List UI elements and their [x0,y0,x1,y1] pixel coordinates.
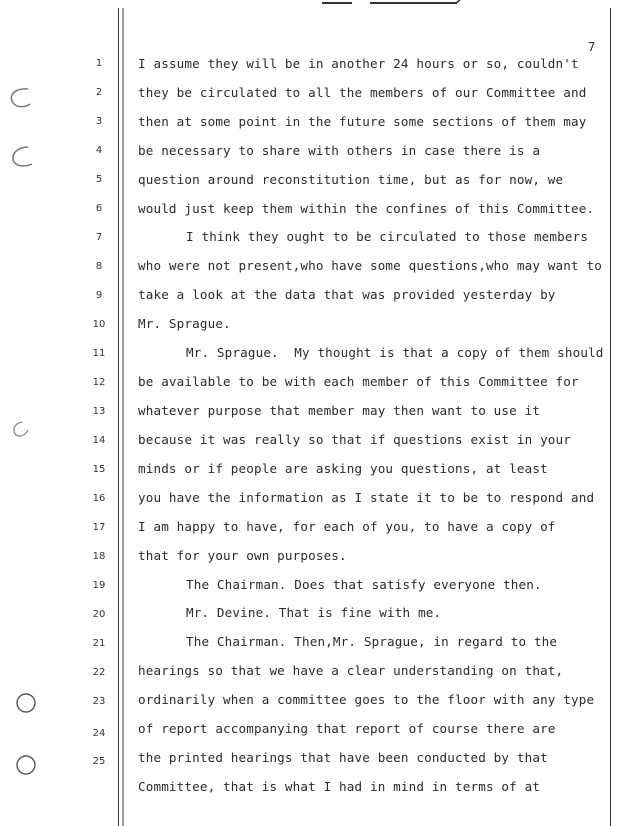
line-number: 23 [92,696,106,707]
line-number: 18 [92,551,106,562]
line-number: 22 [92,667,106,678]
binder-hole-mark [6,418,36,442]
transcript-line: who were not present,who have some questions,who may want to [138,258,602,273]
transcript-line: I assume they will be in another 24 hours or so, couldn't [138,56,579,71]
line-number: 14 [92,435,106,446]
left-margin-rule [118,8,119,826]
binder-hole-mark [6,144,36,170]
line-number: 4 [95,145,103,156]
line-number: 5 [95,174,103,185]
transcript-line: I think they ought to be circulated to those members [186,229,589,244]
line-number: 25 [92,756,106,767]
binder-hole-mark [14,752,40,778]
line-number: 24 [92,728,106,739]
right-margin-rule [610,8,611,826]
transcript-line: hearings so that we have a clear understanding on that, [138,663,564,678]
transcript-line: they be circulated to all the members of our Committee and [138,85,587,100]
transcript-line: The Chairman. Then,Mr. Sprague, in regard to the [186,634,558,649]
top-edge-mark [322,0,462,6]
line-number: 7 [95,232,103,243]
line-number: 15 [92,464,106,475]
left-margin-rule-double [122,8,124,826]
transcript-line: be necessary to share with others in case there is a [138,143,541,158]
line-number: 13 [92,406,106,417]
line-number: 8 [95,261,103,272]
line-number: 2 [95,87,103,98]
line-number: 10 [92,319,106,330]
transcript-line: question around reconstitution time, but as for now, we [138,172,564,187]
page-number: 7 [588,40,596,54]
transcript-line: Mr. Sprague. My thought is that a copy of them should [186,345,604,360]
transcript-line: then at some point in the future some sections of them may [138,114,587,129]
transcript-line: Mr. Sprague. [138,316,231,331]
line-number: 17 [92,522,106,533]
binder-hole-mark [4,86,34,110]
transcript-line: be available to be with each member of this Committee for [138,374,579,389]
line-number: 3 [95,116,103,127]
transcript-line: whatever purpose that member may then want to use it [138,403,541,418]
transcript-line: The Chairman. Does that satisfy everyone then. [186,577,542,592]
transcript-line: would just keep them within the confines of this Committee. [138,201,595,216]
transcript-line: you have the information as I state it to be to respond and [138,490,595,505]
transcript-line: Committee, that is what I had in mind in terms of at [138,779,541,794]
transcript-line: of report accompanying that report of course there are [138,721,556,736]
line-number: 16 [92,493,106,504]
transcript-line: minds or if people are asking you questions, at least [138,461,548,476]
line-number: 21 [92,638,106,649]
line-number: 1 [95,58,103,69]
binder-hole-mark [14,690,40,716]
line-number: 11 [92,348,106,359]
transcript-line: ordinarily when a committee goes to the floor with any type [138,692,595,707]
transcript-line: Mr. Devine. That is fine with me. [186,605,442,620]
transcript-line: that for your own purposes. [138,548,347,563]
line-number: 12 [92,377,106,388]
line-number: 6 [95,203,103,214]
line-number: 20 [92,609,106,620]
line-number: 19 [92,580,106,591]
transcript-line: the printed hearings that have been conducted by that [138,750,548,765]
line-number: 9 [95,290,103,301]
transcript-line: because it was really so that if questions exist in your [138,432,571,447]
transcript-line: I am happy to have, for each of you, to have a copy of [138,519,556,534]
transcript-line: take a look at the data that was provided yesterday by [138,287,556,302]
